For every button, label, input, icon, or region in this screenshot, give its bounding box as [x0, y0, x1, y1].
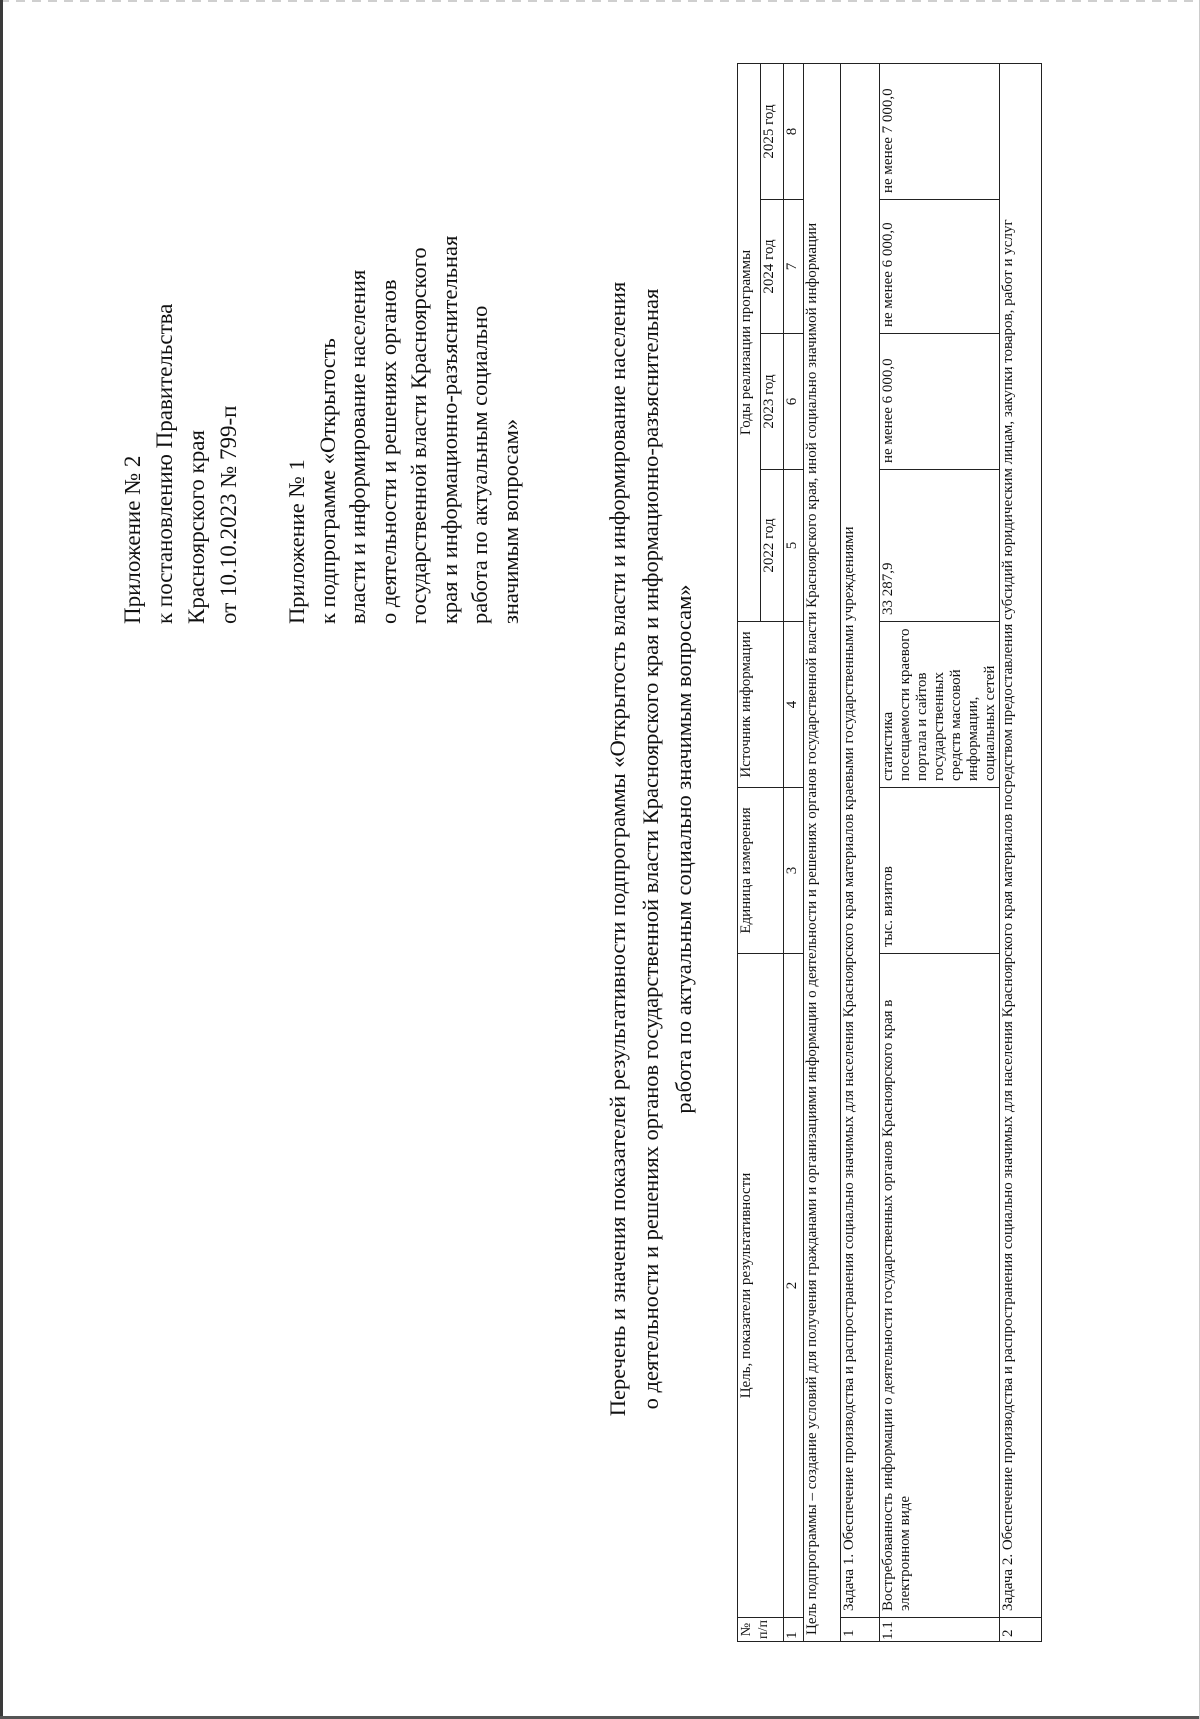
indicators-table: [737, 63, 1042, 1642]
column-number: 3: [784, 788, 804, 954]
column-number: 6: [784, 334, 804, 470]
title-line: о деятельности и решениях органов государственной власти Красноярского края и информационно-разъяснительная: [638, 288, 663, 1410]
column-number: 5: [784, 470, 804, 622]
indicator-1-1-value-2023: не менее 6 000,0: [880, 334, 1000, 470]
appendix-2-line: к постановлению Правительства: [152, 303, 177, 624]
header-year-2023: 2023 год: [761, 334, 784, 470]
document-title: [601, 159, 700, 1539]
column-number: 8: [784, 63, 804, 199]
indicator-1-1-unit: тыс. визитов: [880, 788, 1000, 954]
header-num: № п/п: [738, 1618, 784, 1642]
indicator-1-1-value-2025: не менее 7 000,0: [880, 63, 1000, 199]
column-number: 2: [784, 954, 804, 1618]
header-year-2022: 2022 год: [761, 470, 784, 622]
appendix-2-block: [117, 304, 245, 624]
header-years-group: Годы реализации программы: [738, 63, 761, 621]
appendix-1-line: Приложение № 1: [284, 459, 309, 624]
indicator-1-1-num: 1.1: [880, 1618, 1000, 1642]
task-2-num: 2: [1000, 1618, 1042, 1642]
header-unit: Единица измерения: [738, 788, 784, 954]
indicator-1-1-value-2024: не менее 6 000,0: [880, 200, 1000, 334]
indicator-1-1-name: Востребованность информации о деятельности государственных органов Красноярского края в электронном виде: [880, 954, 1000, 1618]
column-number: 1: [784, 1618, 804, 1642]
column-number: 4: [784, 622, 804, 788]
indicator-1-1-value-2022: 33 287,9: [880, 470, 1000, 622]
indicator-1-1-source: статистика посещаемости краевого портала и сайтов государственных средств массовой информации, социальных сетей: [880, 622, 1000, 788]
task-2-text: Задача 2. Обеспечение производства и распространения социально значимых для населения Красноярского края материалов посредством предоставления субсидий юридическим лицам, закупки товаров, работ и услуг: [1000, 63, 1042, 1617]
appendix-1-line: значимым вопросам»: [497, 418, 523, 624]
appendix-1-line: о деятельности и решениях органов: [375, 279, 401, 624]
appendix-1-line: края и информационно-разъяснительная: [436, 235, 462, 624]
appendix-2-line: Приложение № 2: [120, 455, 145, 624]
task-1-num: 1: [841, 1618, 880, 1642]
appendix-1-line: государственной власти Красноярского: [406, 247, 431, 624]
header-year-2025: 2025 год: [761, 63, 784, 199]
appendix-1-line: работа по актуальным социально: [467, 305, 492, 624]
appendix-2-line: Красноярского края: [184, 430, 209, 624]
goal-row: Цель подпрограммы – создание условий для получения гражданами и организациями информации о деятельности и решениях органов государственной власти Красноярского края, иной социально значимой информации: [804, 63, 841, 1641]
header-source: Источник информации: [738, 622, 784, 788]
appendix-1-line: власти и информирование населения: [345, 269, 370, 624]
title-line: Перечень и значения показателей результативности подпрограммы «Открытость власти и информирование населения: [605, 281, 630, 1417]
task-1-text: Задача 1. Обеспечение производства и распространения социально значимых для населения Красноярского края материалов краевыми государственными учреждениями: [841, 63, 880, 1617]
title-line: работа по актуальным социально значимым вопросам»: [671, 584, 696, 1114]
column-number: 7: [784, 200, 804, 334]
header-year-2024: 2024 год: [761, 200, 784, 334]
header-goal: Цель, показатели результативности: [738, 954, 784, 1618]
appendix-2-line: от 10.10.2023 № 799-п: [216, 405, 241, 624]
appendix-1-block: [282, 236, 526, 624]
appendix-1-line: к подпрограмме «Открытость: [314, 338, 340, 624]
